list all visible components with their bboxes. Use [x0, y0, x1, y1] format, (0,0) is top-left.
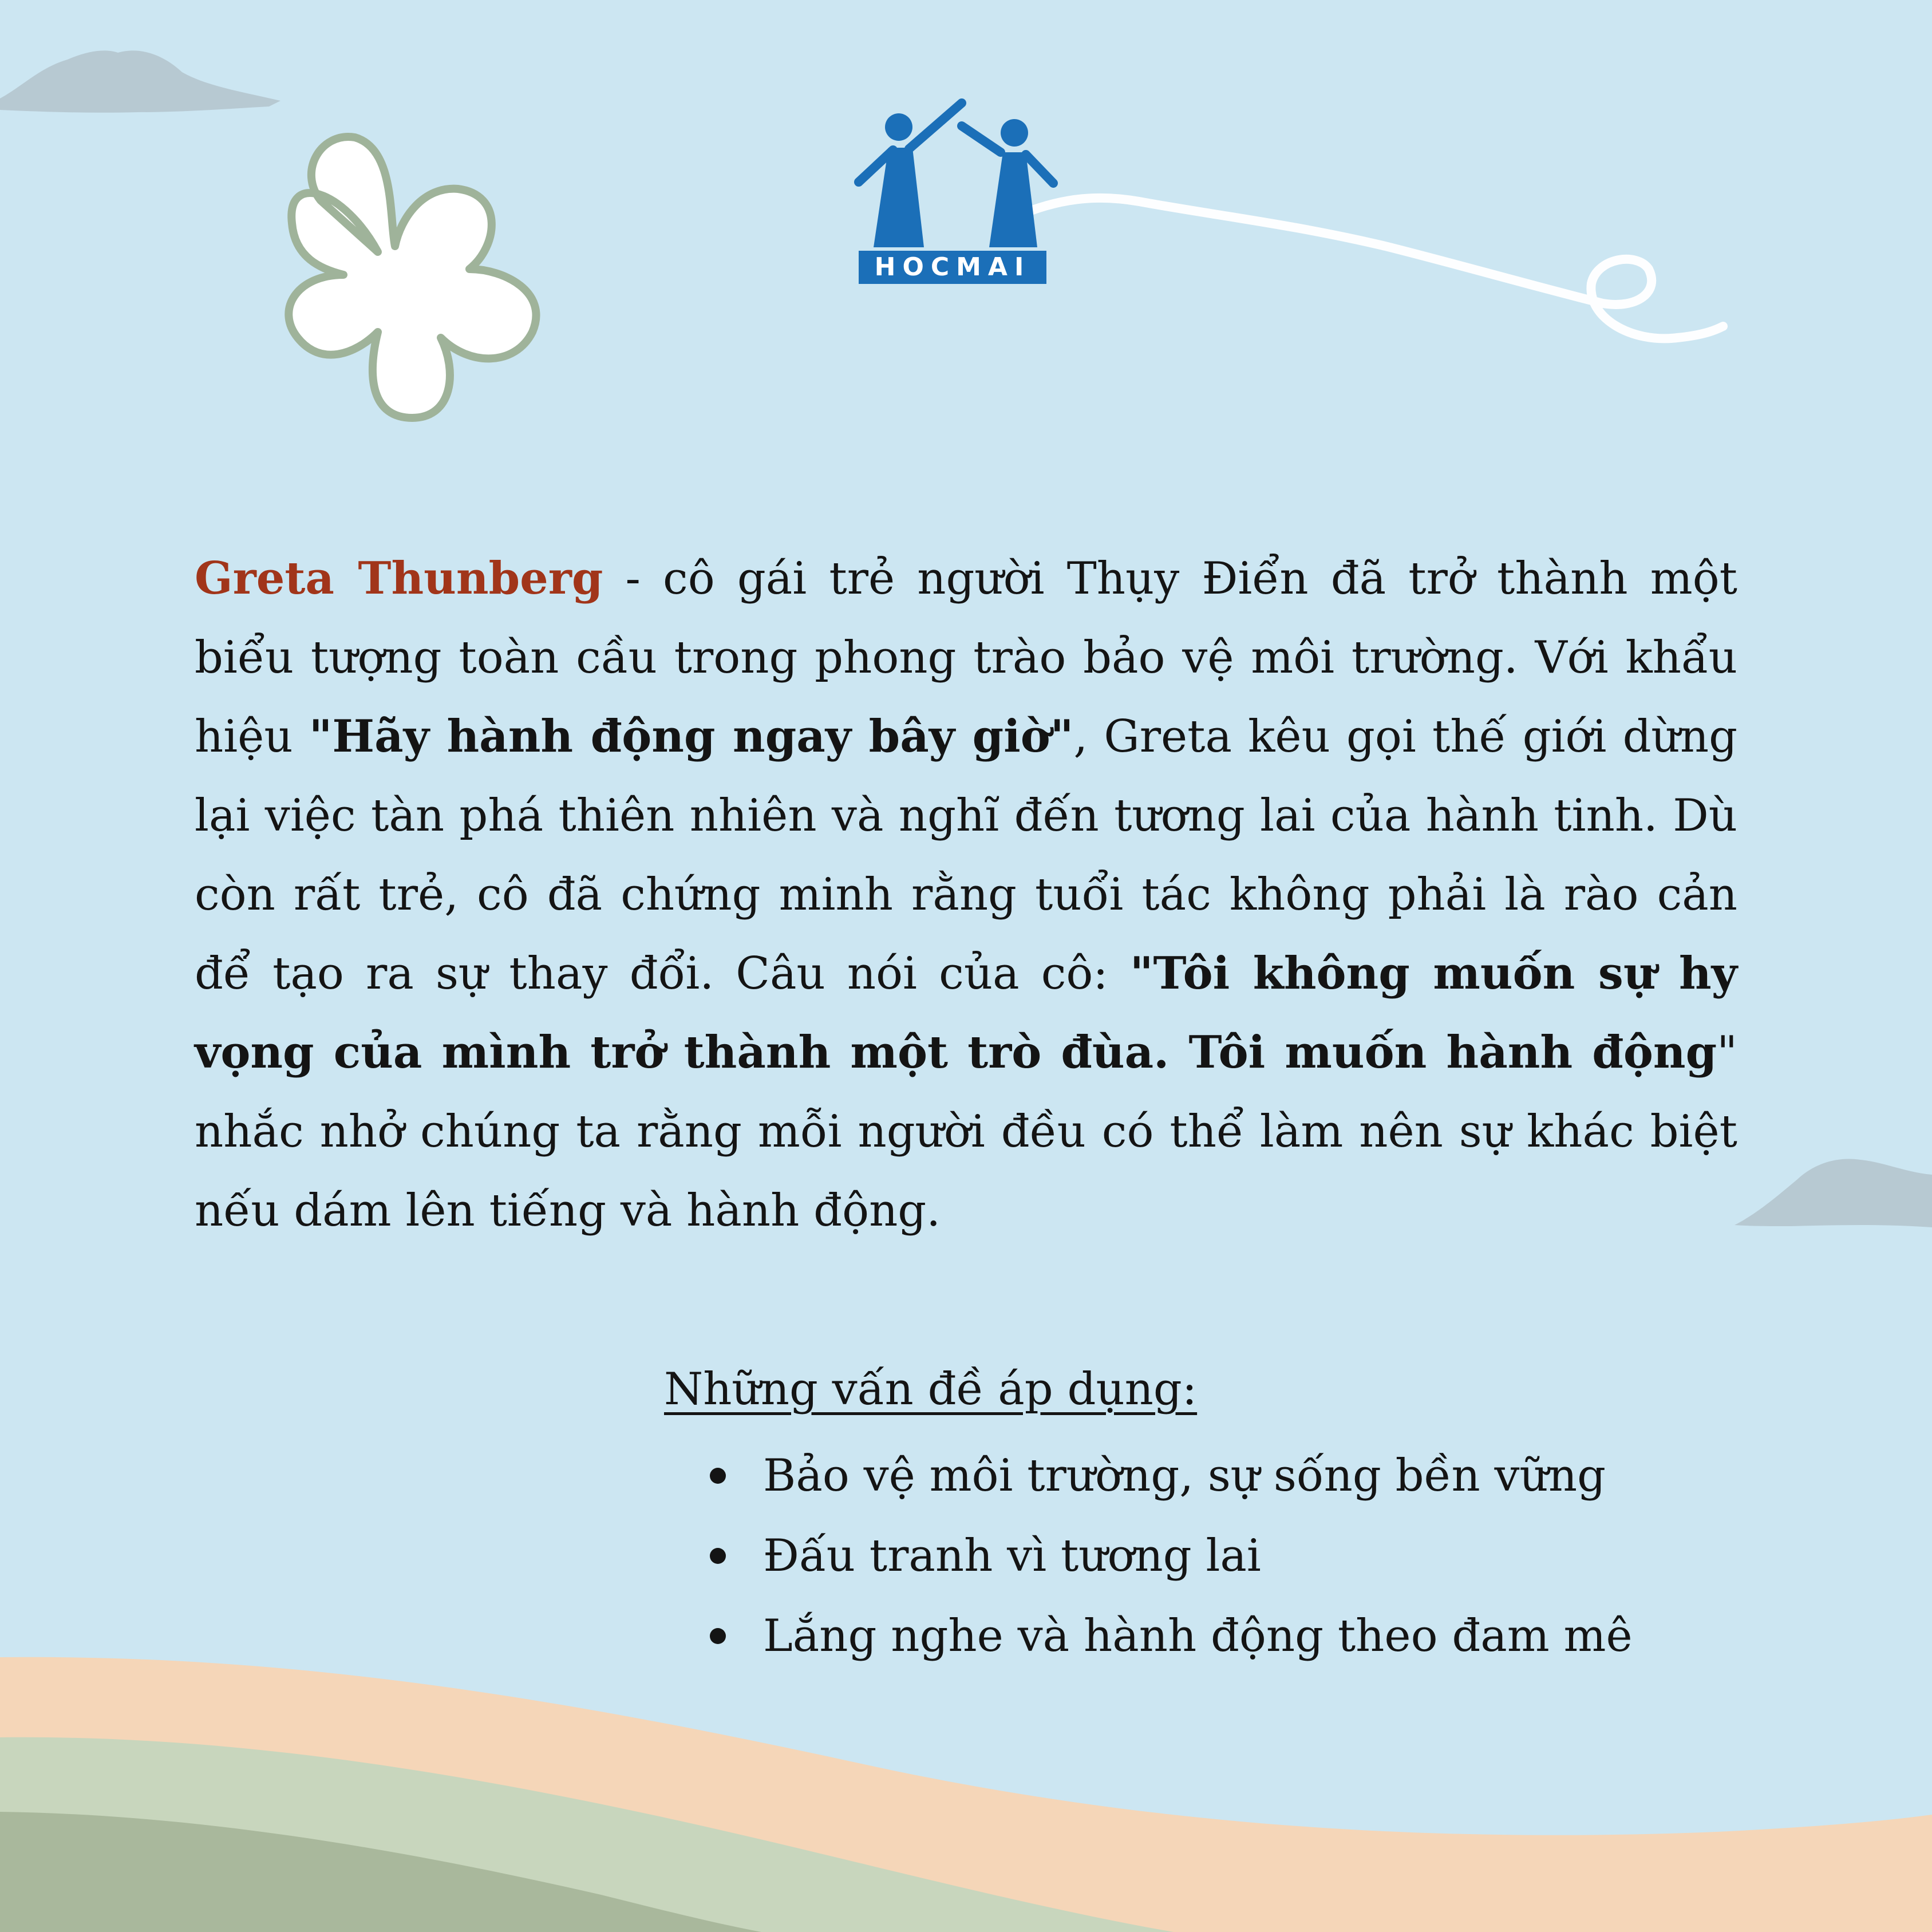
applications-title: Những vấn đề áp dụng:: [664, 1364, 1198, 1415]
bullet-icon: [710, 1468, 726, 1484]
person-name: Greta Thunberg: [195, 552, 603, 605]
hocmai-logo-icon: [853, 97, 1059, 252]
bullet-icon: [710, 1628, 726, 1644]
paragraph-text-3: nhắc nhở chúng ta rằng mỗi người đều có thể làm nên sự khác biệt nếu dám lên tiếng và hành động.: [195, 1106, 1737, 1236]
hocmai-logo: [853, 97, 1059, 292]
list-item-label: Bảo vệ môi trường, sự sống bền vững: [763, 1450, 1606, 1502]
scribble-line-icon: [1025, 198, 1723, 339]
list-item-label: Đấu tranh vì tương lai: [763, 1530, 1261, 1582]
flower-icon: [289, 137, 536, 418]
paragraph-text-1: - cô gái trẻ người Thụy Điển đã trở thành một biểu tượng toàn cầu trong phong trào bảo vệ môi trường. Với khẩu hiệu: [195, 553, 1738, 762]
paragraph-text-2: , Greta kêu gọi thế giới dừng lại việc tàn phá thiên nhiên và nghĩ đến tương lai của hành tinh. Dù còn rất trẻ, cô đã chứng minh rằng tuổi tác không phải là rào cản để tạo ra sự thay đổi. Câu nói của cô:: [195, 711, 1737, 999]
quote: "Tôi không muốn sự hy vọng của mình trở thành một trò đùa. Tôi muốn hành động: [195, 947, 1738, 1078]
applications-list: [664, 1436, 1633, 1676]
list-item: [664, 1436, 1633, 1516]
list-item: [664, 1516, 1633, 1596]
logo-wordmark: HOCMAI: [859, 251, 1046, 284]
cloud-icon: [1735, 1159, 1932, 1227]
list-item-label: Lắng nghe và hành động theo đam mê: [763, 1610, 1633, 1662]
main-paragraph: [195, 539, 1737, 1250]
bullet-icon: [710, 1548, 726, 1564]
quote-end: ": [1717, 1027, 1737, 1078]
list-item: [664, 1596, 1633, 1676]
cloud-icon: [0, 50, 280, 112]
slogan: "Hãy hành động ngay bây giờ": [309, 710, 1074, 762]
